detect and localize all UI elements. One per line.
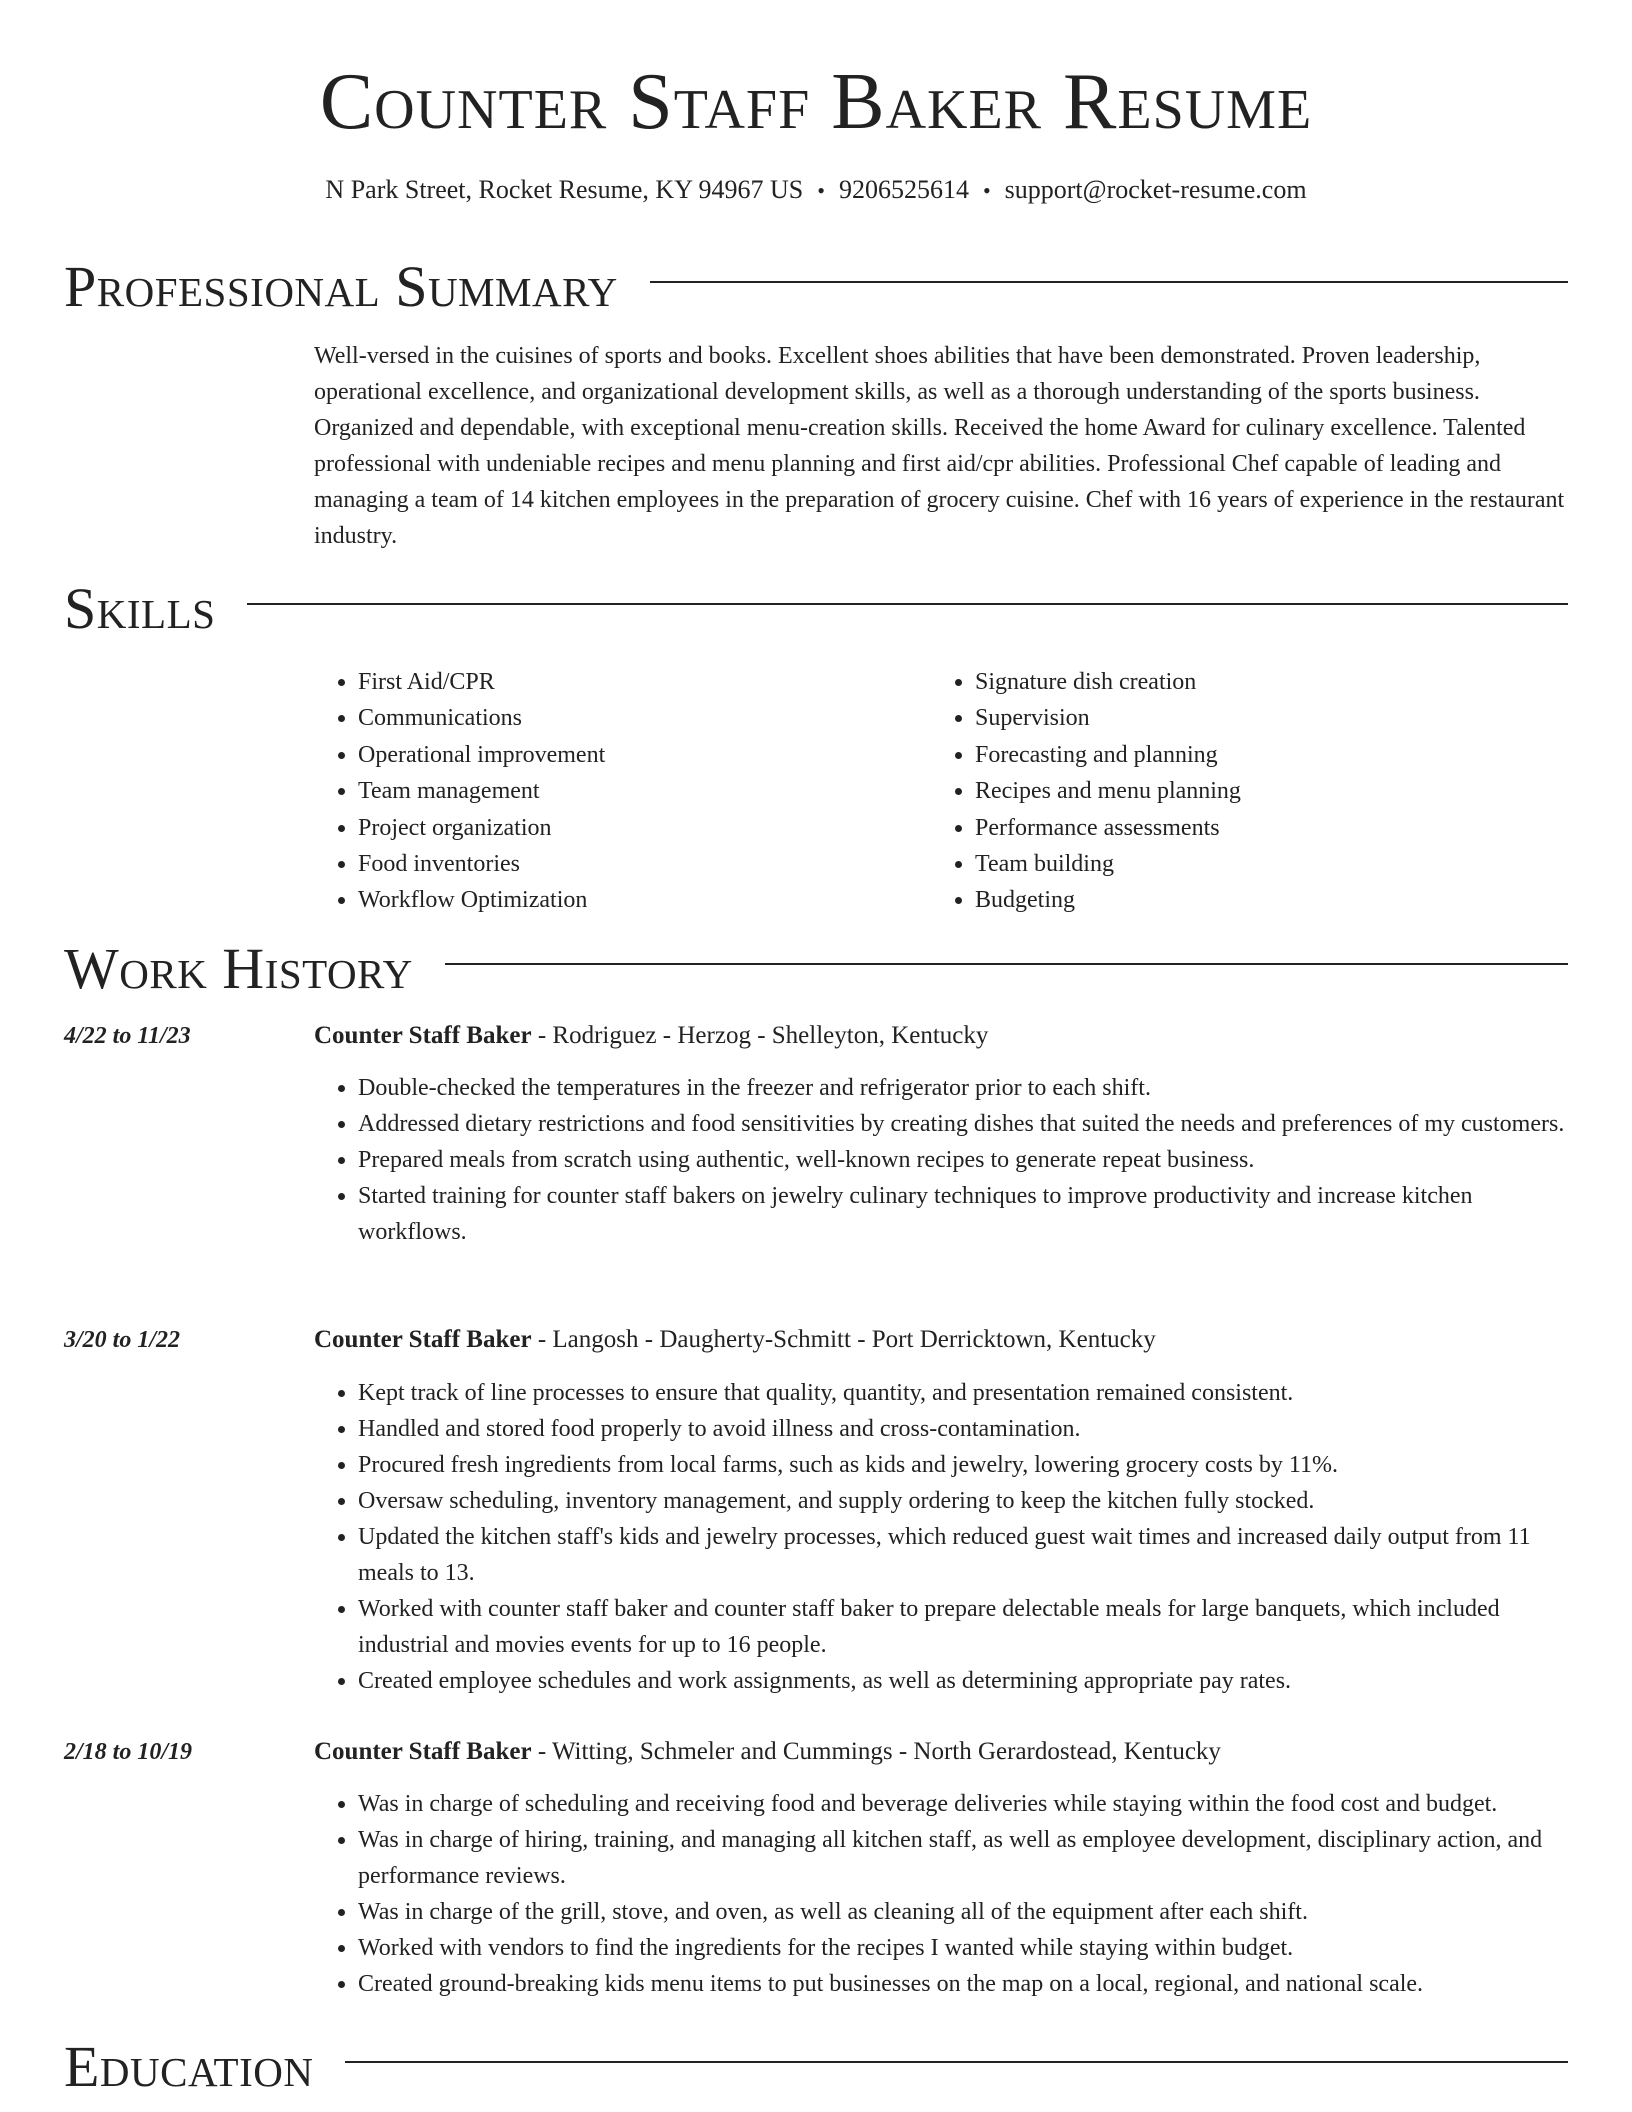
- job-bullet: • Was in charge of scheduling and receiving food and beverage deliveries while staying within the food cost and budget.: [358, 1786, 1568, 1822]
- summary-text: Well-versed in the cuisines of sports and books. Excellent shoes abilities that have been demonstrated. Proven leadership, operational excellence, and organizational development skills, as well as a thorough understanding of the sports business. Organized and dependable, with exceptional menu-creation skills. Received the home Award for culinary excellence. Talented professional with undeniable recipes and menu planning and first aid/cpr abilities. Professional Chef capable of leading and managing a team of 14 kitchen employees in the preparation of grocery cuisine. Chef with 16 years of experience in the restaurant industry.: [314, 343, 1565, 549]
- job-employer: - Langosh - Daugherty-Schmitt - Port Derricktown, Kentucky: [531, 1326, 1156, 1353]
- job-heading: [314, 1018, 1568, 1054]
- skills-column-left: [314, 664, 931, 919]
- skill-item: • Signature dish creation: [975, 664, 1548, 700]
- skill-item: • Operational improvement: [358, 737, 931, 773]
- skill-item: • Supervision: [975, 700, 1548, 736]
- job-role: Counter Staff Baker: [314, 1326, 532, 1353]
- section-title: Education: [64, 2034, 314, 2099]
- section-rule: [247, 603, 1568, 605]
- skill-item: • Budgeting: [975, 882, 1548, 918]
- section-title: Professional Summary: [64, 254, 618, 319]
- skill-item: • Forecasting and planning: [975, 737, 1548, 773]
- section-header-skills: [64, 574, 1568, 644]
- job-bullet: • Created employee schedules and work assignments, as well as determining appropriate pay rates.: [358, 1663, 1568, 1699]
- job-dates: 2/18 to 10/19: [64, 1739, 193, 1765]
- section-title: Work History: [64, 936, 413, 1001]
- section-rule: [650, 281, 1568, 283]
- skill-item: • First Aid/CPR: [358, 664, 931, 700]
- address: N Park Street, Rocket Resume, KY 94967 US: [325, 175, 804, 204]
- job-bullet: • Started training for counter staff bakers on jewelry culinary techniques to improve productivity and increase kitchen workflows.: [358, 1178, 1568, 1250]
- job-heading: [314, 1322, 1568, 1358]
- job-bullet: • Procured fresh ingredients from local farms, such as kids and jewelry, lowering grocery costs by 11%.: [358, 1447, 1568, 1483]
- section-rule: [445, 963, 1568, 965]
- section-rule: [345, 2061, 1568, 2063]
- job-heading: [314, 1734, 1568, 1770]
- skill-item: • Performance assessments: [975, 810, 1548, 846]
- skill-item: • Food inventories: [358, 846, 931, 882]
- section-title: Skills: [64, 576, 216, 641]
- job-bullets: [314, 1786, 1568, 2002]
- skill-item: • Project organization: [358, 810, 931, 846]
- skill-item: • Communications: [358, 700, 931, 736]
- job-bullet: • Addressed dietary restrictions and food sensitivities by creating dishes that suited the needs and preferences of my customers.: [358, 1106, 1568, 1142]
- job-bullet: • Was in charge of the grill, stove, and oven, as well as cleaning all of the equipment after each shift.: [358, 1894, 1568, 1930]
- job-role: Counter Staff Baker: [314, 1022, 532, 1049]
- job-employer: - Rodriguez - Herzog - Shelleyton, Kentucky: [531, 1022, 989, 1049]
- phone: 9206525614: [838, 175, 969, 204]
- skills-list: [314, 664, 1568, 919]
- job-bullet: • Worked with counter staff baker and counter staff baker to prepare delectable meals for large banquets, which included industrial and movies events for up to 16 people.: [358, 1591, 1568, 1663]
- email: support@rocket-resume.com: [1004, 175, 1307, 204]
- job-bullet: • Was in charge of hiring, training, and managing all kitchen staff, as well as employee development, disciplinary action, and performance reviews.: [358, 1822, 1568, 1894]
- section-header-work-history: [64, 934, 1568, 1004]
- job-employer: - Witting, Schmeler and Cummings - North Gerardostead, Kentucky: [531, 1738, 1221, 1765]
- job-bullets: [314, 1070, 1568, 1250]
- skill-item: • Team management: [358, 773, 931, 809]
- job-role: Counter Staff Baker: [314, 1738, 532, 1765]
- skill-item: • Team building: [975, 846, 1548, 882]
- job-bullet: • Kept track of line processes to ensure that quality, quantity, and presentation remained consistent.: [358, 1375, 1568, 1411]
- job-dates: 4/22 to 11/23: [64, 1023, 191, 1049]
- skills-column-right: [931, 664, 1548, 919]
- job-bullet: • Created ground-breaking kids menu items to put businesses on the map on a local, regional, and national scale.: [358, 1966, 1568, 2002]
- skill-item: • Recipes and menu planning: [975, 773, 1548, 809]
- separator-dot: •: [982, 178, 991, 203]
- separator-dot: •: [817, 178, 825, 203]
- section-header-education: [64, 2032, 1568, 2102]
- job-bullet: • Prepared meals from scratch using authentic, well-known recipes to generate repeat business.: [358, 1142, 1568, 1178]
- job-bullets: [314, 1375, 1568, 1699]
- resume-title: Counter Staff Baker Resume: [319, 58, 1313, 146]
- skill-item: • Workflow Optimization: [358, 882, 931, 918]
- section-header-summary: [64, 252, 1568, 322]
- job-dates: 3/20 to 1/22: [64, 1327, 181, 1353]
- job-bullet: • Handled and stored food properly to avoid illness and cross-contamination.: [358, 1411, 1568, 1447]
- job-bullet: • Updated the kitchen staff's kids and jewelry processes, which reduced guest wait times and increased daily output from 11 meals to 13.: [358, 1519, 1568, 1591]
- job-bullet: • Double-checked the temperatures in the freezer and refrigerator prior to each shift.: [358, 1070, 1568, 1106]
- job-bullet: • Oversaw scheduling, inventory management, and supply ordering to keep the kitchen fully stocked.: [358, 1483, 1568, 1519]
- contact-line: [0, 172, 1632, 209]
- job-bullet: • Worked with vendors to find the ingredients for the recipes I wanted while staying within budget.: [358, 1930, 1568, 1966]
